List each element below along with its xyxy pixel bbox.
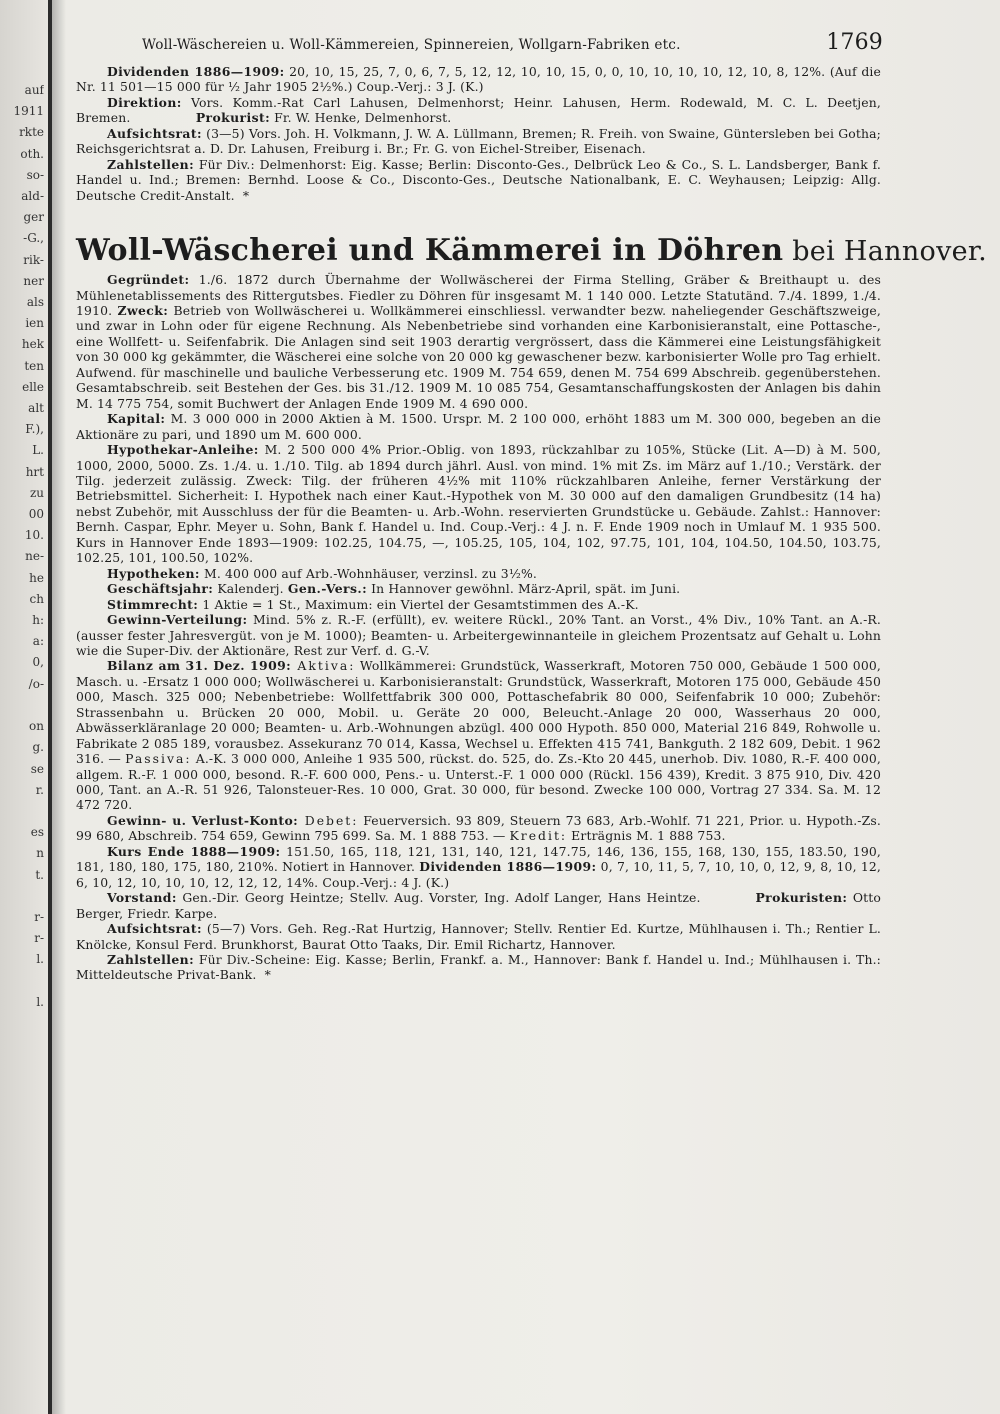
margin-fragment	[0, 971, 44, 992]
running-head	[76, 30, 881, 64]
margin-fragment	[0, 1119, 44, 1140]
aufsichtsrat: Aufsichtsrat: (5—7) Vors. Geh. Reg.-Rat Hurtzig, Hannover; Stellv. Rentier Ed. Kurtze, Mühlhausen i. Th.; Rentier L. Knölcke, Konsul Ferd. Brunkhorst, Baurat Otto Taaks, Dir. Emil Richartz, Hannover.	[76, 921, 881, 952]
label: Stimmrecht:	[107, 596, 199, 612]
running-head-title: Woll-Wäschereien u. Woll-Kämmereien, Spinnereien, Wollgarn-Fabriken etc.	[142, 37, 681, 53]
margin-fragment: rik-	[23, 252, 44, 267]
zahlstellen: Zahlstellen: Für Div.-Scheine: Eig. Kasse; Berlin, Frankf. a. M., Hannover: Bank f. Handel u. Ind.; Mühlhausen i. Th.: Mitteldeutsche Privat-Bank. *	[76, 952, 881, 983]
margin-fragment: r.	[35, 782, 44, 797]
margin-fragment: -G.,	[23, 231, 44, 246]
vorstand: Vorstand: Gen.-Dir. Georg Heintze; Stellv. Aug. Vorster, Ing. Adolf Langer, Hans Heintze. Prokuristen: Otto Berger, Friedr. Karpe.	[76, 890, 882, 921]
margin-fragment	[0, 886, 44, 907]
bilanz: Bilanz am 31. Dez. 1909: Aktiva: Wollkämmerei: Grundstück, Wasserkraft, Motoren 750 000, Gebäude 1 500 000, Masch. u. -Ersatz 1 000 000; Wollwäscherei u. Karbonisieranstalt: Grundstück, Wasserkraft, Motoren 175 000, Gebäude 450 000, Masch. 325 000; Nebenbetriebe: Wollfettfabrik 300 000, Pottaschefabrik 80 000, Seifenfabrik 10 000; Zubehör: Strassenbahn u. Brücken 20 000, Mobil. u. Geräte 20 000, Beleucht.-Anlage 20 000, Wasserhaus 20 000, Abwässerkläranlage 20 000; Beamten- u. Arb.-Wohnungen abzügl. 400 000 Hypoth. 850 000, Material 216 849, Rohwolle u. Fabrikate 2 085 189, vorausbez. Assekuranz 70 014, Kassa, Wechsel u. Effekten 415 741, Bankguth. 2 182 609, Debit. 1 962 316. — Passiva: A.-K. 3 000 000, Anleihe 1 935 500, rückst. do. 525, do. Zs.-Kto 20 445, unerhob. Div. 1080, R.-F. 400 000, allgem. R.-F. 1 000 000, besond. R.-F. 600 000, Pens.- u. Unterst.-F. 1 000 000 (Rückl. 156 439), Kredit. 3 875 910, Div. 420 000, Tant. an A.-R. 51 926, Talonsteuer-Res. 10 000, Grat. 30 000, für besond. Zwecke 100 000, Vortrag 27 334. Sa. M. 12 472 720.	[76, 658, 881, 813]
margin-fragment	[0, 1013, 44, 1034]
label: Aufsichtsrat:	[107, 125, 202, 141]
margin-fragment: alt	[28, 401, 44, 416]
margin-fragment: r-	[34, 909, 44, 924]
margin-fragment: 0,	[32, 655, 44, 670]
margin-fragment: ten	[24, 358, 44, 373]
prev-zahlstellen: Zahlstellen: Für Div.: Delmenhorst: Eig. Kasse; Berlin: Disconto-Ges., Delbrück Leo & Co., S. L. Landsberger, Bank f. Handel u. Ind.; Bremen: Bernhd. Loose & Co., Disconto-Ges., Deutsche Nationalbank, E. C. Weyhausen; Leipzig: Allg. Deutsche Credit-Anstalt. *	[76, 156, 881, 203]
label: Hypothekar-Anleihe:	[107, 442, 259, 458]
margin-fragment: r-	[34, 931, 44, 946]
margin-fragment	[0, 1055, 44, 1076]
label: Gewinn- u. Verlust-Konto:	[107, 812, 299, 828]
margin-fragment: n	[36, 846, 44, 861]
margin-fragment	[0, 1077, 44, 1098]
margin-fragment: 00	[28, 507, 44, 522]
margin-fragment	[0, 695, 44, 716]
margin-fragment: rkte	[19, 125, 44, 140]
margin-fragment: L.	[32, 443, 44, 458]
label: Kurs Ende 1888—1909:	[107, 843, 281, 859]
margin-fragment: hek	[21, 337, 44, 352]
margin-fragment: /o-	[28, 676, 44, 691]
gewinn-verteilung: Gewinn-Verteilung: Mind. 5% z. R.-F. (erfüllt), ev. weitere Rückl., 20% Tant. an Vorst., 4% Div., 10% Tant. an A.-R. (ausser fester Jahresvergüt. von je M. 1000); Beamten- u. Arbeitergewinnanteile in gleichem Prozentsatz auf Gehalt u. Lohn wie die Super-Div. der Aktionäre, Rest zur Verf. d. G.-V.	[76, 612, 881, 658]
margin-fragment: ner	[23, 273, 44, 288]
margin-fragment: so-	[26, 167, 44, 182]
margin-fragment: he	[29, 570, 44, 585]
margin-fragment: F.),	[25, 422, 44, 437]
label: Dividenden 1886—1909:	[419, 859, 597, 875]
margin-fragment	[0, 1034, 44, 1055]
margin-fragment: es	[30, 825, 44, 840]
margin-fragment	[0, 1140, 44, 1161]
label: Kapital:	[107, 411, 166, 427]
gewinn-verlust-konto: Gewinn- u. Verlust-Konto: Debet: Feuerversich. 93 809, Steuern 73 683, Arb.-Wohlf. 71 221, Prior. u. Hypoth.-Zs. 99 680, Abschreib. 754 659, Gewinn 795 699. Sa. M. 1 888 753. — Kredit: Erträgnis M. 1 888 753.	[76, 812, 882, 844]
end-mark: *	[242, 187, 250, 203]
hypothekar-anleihe: Hypothekar-Anleihe: M. 2 500 000 4% Prior.-Oblig. von 1893, rückzahlbar zu 105%, Stücke (Lit. A—D) à M. 500, 1000, 2000, 5000. Zs. 1./4. u. 1./10. Tilg. ab 1894 durch jährl. Ausl. von mind. 1% mit Zs. im März auf 1./10.; Verstärk. der Tilg. jederzeit zulässig. Zweck: Tilg. der früheren 4½% mit 110% rückzahlbaren Anleihe, ferner Verstärkung der Betriebsmittel. Sicherheit: I. Hypothek nach einer Kaut.-Hypothek von M. 30 000 auf den damaligen Grundbesitz (14 ha) nebst Zubehör, mit Ausschluss der für die Beamten- u. Arb.-Wohn. reservierten Grundstücke u. Gebäude. Zahlst.: Hannover: Bernh. Caspar, Ephr. Meyer u. Sohn, Bank f. Handel u. Ind. Coup.-Verj.: 4 J. n. F. Ende 1909 noch in Umlauf M. 1 935 500. Kurs in Hannover Ende 1893—1909: 102.25, 104.75, —, 105.25, 105, 104, 102, 97.75, 101, 104, 104.50, 104.50, 103.75, 102.25, 101, 100.50, 102%.	[76, 442, 881, 566]
margin-fragment: ch	[29, 591, 44, 606]
stimmrecht: Stimmrecht: 1 Aktie = 1 St., Maximum: ein Viertel der Gesamtstimmen des A.-K.	[107, 596, 639, 612]
margin-fragment: auf	[24, 83, 44, 97]
label: Dividenden 1886—1909:	[107, 64, 285, 79]
label: Bilanz am 31. Dez. 1909:	[107, 658, 292, 674]
margin-fragment	[0, 801, 44, 822]
label: Zweck:	[117, 302, 169, 318]
label: Gen.-Vers.:	[287, 581, 368, 597]
margin-fragment: 1911	[13, 104, 44, 119]
margin-fragment: ald-	[21, 189, 44, 204]
label: Hypotheken:	[107, 565, 200, 581]
page-number: 1769	[826, 30, 883, 55]
label: Zahlstellen:	[107, 156, 195, 172]
prev-aufsichtsrat: Aufsichtsrat: (3—5) Vors. Joh. H. Volkmann, J. W. A. Lüllmann, Bremen; R. Freih. von Swaine, Güntersleben bei Gotha; Reichsgerichtsrat a. D. Dr. Lahusen, Freiburg i. Br.; Fr. G. von Eichel-Streiber, Eisenach.	[76, 125, 881, 157]
prev-direktion: Direktion: Vors. Komm.-Rat Carl Lahusen, Delmenhorst; Heinr. Lahusen, Herm. Rodewald, M. C. L. Deetjen, Bremen. Prokurist: Fr. W. Henke, Delmenhorst.	[76, 94, 881, 126]
margin-fragment: on	[29, 719, 44, 734]
margin-fragment: a:	[32, 634, 44, 649]
hypotheken: Hypotheken: M. 400 000 auf Arb.-Wohnhäuser, verzinsl. zu 3½%.	[107, 565, 537, 581]
margin-fragment: zu	[29, 485, 44, 500]
margin-fragment: als	[26, 295, 44, 310]
kapital: Kapital: M. 3 000 000 in 2000 Aktien à M. 1500. Urspr. M. 2 100 000, erhöht 1883 um M. 300 000, begeben an die Aktionäre zu pari, und 1890 um M. 600 000.	[76, 411, 881, 442]
gegruendet-zweck: Gegründet: 1./6. 1872 durch Übernahme der Wollwäscherei der Firma Stelling, Gräber & Breithaupt u. des Mühlenetablissements des Rittergutsbes. Fiedler zu Döhren für insgesamt M. 1 140 000. Letzte Statutänd. 7./4. 1899, 1./4. 1910. Zweck: Betrieb von Wollwäscherei u. Wollkämmerei einschliessl. verwandter bezw. naheliegender Geschäftszweige, und zwar in Lohn oder für eigene Rechnung. Als Nebenbetriebe sind vorhanden eine Karbonisieranstalt, eine Pottasche-, eine Wollfett- u. Seifenfabrik. Die Anlagen sind seit 1903 derartig vergrössert, dass die Kämmerei eine Leistungsfähigkeit von 30 000 kg gekämmter, die Wäscherei eine solche von 20 000 kg gewaschener bezw. karbonisierter Wolle pro Tag erhielt. Aufwend. für maschinelle und bauliche Verbesserung etc. 1909 M. 754 659, denen M. 754 699 Abschreib. gegenüberstehen. Gesamtabschreib. seit Bestehen der Ges. bis 31./12. 1909 M. 10 085 754, Gesamtanschaffungskosten der Anlagen bis dahin M. 14 775 754, somit Buchwert der Anlagen Ende 1909 M. 4 690 000.	[76, 272, 881, 411]
margin-fragment: ger	[23, 210, 44, 225]
label: Gewinn-Verteilung:	[107, 612, 248, 628]
prev-dividenden: Dividenden 1886—1909: 20, 10, 15, 25, 7, 0, 6, 7, 5, 12, 12, 10, 10, 15, 0, 0, 10, 10, 10, 10, 12, 10, 8, 12%. (Auf die Nr. 11 501—15 000 für ½ Jahr 1905 2½%.) Coup.-Verj.: 3 J. (K.)	[76, 64, 882, 95]
label: Prokuristen:	[755, 890, 848, 906]
page-content	[76, 30, 988, 983]
geschaeftsjahr: Geschäftsjahr: Kalenderj. Gen.-Vers.: In Hannover gewöhnl. März-April, spät. im Juni.	[107, 581, 681, 597]
margin-fragment: hrt	[25, 464, 44, 479]
label: Prokurist:	[195, 110, 271, 126]
binding-gutter-shadow	[52, 0, 66, 1414]
margin-fragment: t.	[35, 867, 44, 882]
previous-page-margin	[0, 80, 44, 1161]
end-mark: *	[264, 967, 271, 983]
margin-fragment: 10.	[24, 528, 44, 543]
label: Gegründet:	[107, 272, 190, 288]
label: Geschäftsjahr:	[107, 581, 214, 597]
margin-fragment: g.	[32, 740, 44, 755]
margin-fragment: elle	[22, 379, 44, 394]
label: Vorstand:	[107, 890, 177, 906]
margin-fragment: l.	[36, 952, 44, 967]
company-title: Woll-Wäscherei und Kämmerei in Döhren bei Hannover.	[76, 233, 988, 269]
kurs-dividenden: Kurs Ende 1888—1909: 151.50, 165, 118, 121, 131, 140, 121, 147.75, 146, 136, 155, 168, 130, 155, 183.50, 190, 181, 180, 180, 175, 180, 210%. Notiert in Hannover. Dividenden 1886—1909: 0, 7, 10, 11, 5, 7, 10, 10, 0, 12, 9, 8, 10, 12, 6, 10, 12, 10, 10, 10, 12, 12, 12, 14%. Coup.-Verj.: 4 J. (K.)	[76, 843, 882, 890]
label: Direktion:	[107, 94, 182, 110]
margin-fragment: oth.	[20, 146, 44, 161]
margin-fragment: h:	[32, 613, 44, 628]
label: Zahlstellen:	[107, 952, 195, 968]
margin-fragment: ien	[25, 316, 44, 331]
margin-fragment: ne-	[25, 549, 44, 564]
margin-fragment: se	[30, 761, 44, 776]
margin-fragment: l.	[36, 994, 44, 1009]
margin-fragment	[0, 1098, 44, 1119]
label: Aufsichtsrat:	[107, 921, 202, 937]
